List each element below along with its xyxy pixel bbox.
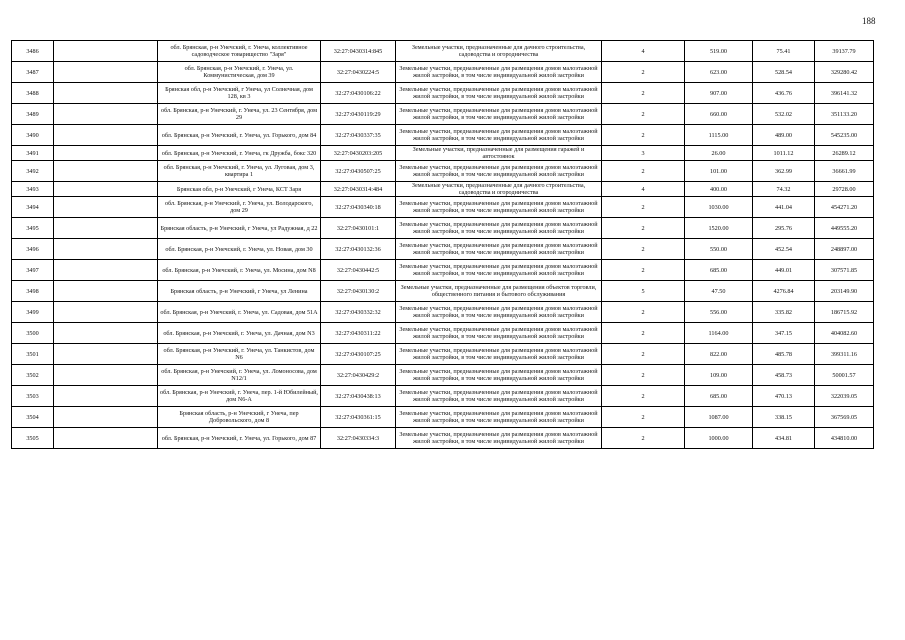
- row-number: 3492: [12, 161, 54, 182]
- row-number: 3496: [12, 239, 54, 260]
- group-cell: 2: [602, 83, 685, 104]
- area-cell: 1520.00: [685, 218, 753, 239]
- land-purpose-cell: Земельные участки, предназначенные для размещения домов малоэтажной жилой застройки, в том числе индивидуальной жилой застройки: [396, 407, 602, 428]
- unit-value-cell: 434.81: [753, 428, 815, 449]
- row-number: 3493: [12, 182, 54, 197]
- address-cell: обл. Брянская, р-н Унечский, г. Унеча, ул. Луговая, дом 3, квартира 1: [158, 161, 321, 182]
- area-cell: 47.50: [685, 281, 753, 302]
- address-cell: обл. Брянская, р-н Унечский, г. Унеча, ул. Горького, дом 84: [158, 125, 321, 146]
- row-number: 3490: [12, 125, 54, 146]
- cadastral-number-cell: 32:27:0430361:15: [321, 407, 396, 428]
- group-cell: 2: [602, 125, 685, 146]
- group-cell: 2: [602, 344, 685, 365]
- area-cell: 519.00: [685, 41, 753, 62]
- area-cell: 685.00: [685, 260, 753, 281]
- land-purpose-cell: Земельные участки, предназначенные для размещения домов малоэтажной жилой застройки, в том числе индивидуальной жилой застройки: [396, 344, 602, 365]
- row-number: 3487: [12, 62, 54, 83]
- land-purpose-cell: Земельные участки, предназначенные для размещения домов малоэтажной жилой застройки, в том числе индивидуальной жилой застройки: [396, 62, 602, 83]
- table-row: [12, 62, 874, 83]
- blank-cell: [54, 407, 158, 428]
- row-number: 3491: [12, 146, 54, 161]
- group-cell: 2: [602, 197, 685, 218]
- cadastral-number-cell: 32:27:0430507:25: [321, 161, 396, 182]
- unit-value-cell: 470.13: [753, 386, 815, 407]
- cadastral-number-cell: 32:27:0430429:2: [321, 365, 396, 386]
- group-cell: 2: [602, 239, 685, 260]
- area-cell: 1164.00: [685, 323, 753, 344]
- cadastral-value-cell: 434810.00: [815, 428, 874, 449]
- cadastral-number-cell: 32:27:0430107:25: [321, 344, 396, 365]
- blank-cell: [54, 146, 158, 161]
- table-row: [12, 407, 874, 428]
- cadastral-value-cell: 36661.99: [815, 161, 874, 182]
- land-purpose-cell: Земельные участки, предназначенные для размещения домов малоэтажной жилой застройки, в том числе индивидуальной жилой застройки: [396, 386, 602, 407]
- table-row: [12, 302, 874, 323]
- unit-value-cell: 485.78: [753, 344, 815, 365]
- cadastral-number-cell: 32:27:0430438:13: [321, 386, 396, 407]
- row-number: 3505: [12, 428, 54, 449]
- address-cell: обл. Брянская, р-н Унечский, г. Унеча, ул. Дачная, дом N3: [158, 323, 321, 344]
- table-row: [12, 197, 874, 218]
- table-row: [12, 125, 874, 146]
- row-number: 3497: [12, 260, 54, 281]
- cadastral-value-cell: 329280.42: [815, 62, 874, 83]
- land-purpose-cell: Земельные участки, предназначенные для размещения домов малоэтажной жилой застройки, в том числе индивидуальной жилой застройки: [396, 104, 602, 125]
- group-cell: 2: [602, 260, 685, 281]
- land-purpose-cell: Земельные участки, предназначенные для размещения домов малоэтажной жилой застройки, в том числе индивидуальной жилой застройки: [396, 428, 602, 449]
- address-cell: обл. Брянская, р-н Унечский, г. Унеча, коллективное садоводческое товарищество "Заря": [158, 41, 321, 62]
- land-purpose-cell: Земельные участки, предназначенные для размещения домов малоэтажной жилой застройки, в том числе индивидуальной жилой застройки: [396, 83, 602, 104]
- land-plot-table: [11, 40, 874, 449]
- cadastral-value-cell: 248897.00: [815, 239, 874, 260]
- table-row: [12, 41, 874, 62]
- address-cell: Брянская обл, р-н Унечский, г Унеча, ул Солнечная, дом 128, кв 3: [158, 83, 321, 104]
- group-cell: 2: [602, 386, 685, 407]
- cadastral-number-cell: 32:27:0430101:1: [321, 218, 396, 239]
- area-cell: 623.00: [685, 62, 753, 83]
- cadastral-value-cell: 399311.16: [815, 344, 874, 365]
- blank-cell: [54, 197, 158, 218]
- cadastral-value-cell: 39137.79: [815, 41, 874, 62]
- area-cell: 907.00: [685, 83, 753, 104]
- table-row: [12, 104, 874, 125]
- unit-value-cell: 436.76: [753, 83, 815, 104]
- area-cell: 556.00: [685, 302, 753, 323]
- table-row: [12, 428, 874, 449]
- cadastral-value-cell: 367569.05: [815, 407, 874, 428]
- blank-cell: [54, 365, 158, 386]
- row-number: 3501: [12, 344, 54, 365]
- land-purpose-cell: Земельные участки, предназначенные для размещения гаражей и автостоянок: [396, 146, 602, 161]
- row-number: 3494: [12, 197, 54, 218]
- cadastral-number-cell: 32:27:0430130:2: [321, 281, 396, 302]
- area-cell: 1000.00: [685, 428, 753, 449]
- area-cell: 822.00: [685, 344, 753, 365]
- table-row: [12, 182, 874, 197]
- blank-cell: [54, 344, 158, 365]
- cadastral-value-cell: 26289.12: [815, 146, 874, 161]
- area-cell: 109.00: [685, 365, 753, 386]
- unit-value-cell: 74.32: [753, 182, 815, 197]
- area-cell: 400.00: [685, 182, 753, 197]
- cadastral-number-cell: 32:27:0430442:5: [321, 260, 396, 281]
- unit-value-cell: 528.54: [753, 62, 815, 83]
- table-row: [12, 161, 874, 182]
- cadastral-value-cell: 186715.92: [815, 302, 874, 323]
- address-cell: Брянская область, р-н Унечский, г Унеча, ул Радужная, д 22: [158, 218, 321, 239]
- table-row: [12, 83, 874, 104]
- group-cell: 2: [602, 323, 685, 344]
- blank-cell: [54, 104, 158, 125]
- blank-cell: [54, 218, 158, 239]
- blank-cell: [54, 83, 158, 104]
- group-cell: 5: [602, 281, 685, 302]
- blank-cell: [54, 281, 158, 302]
- row-number: 3504: [12, 407, 54, 428]
- land-purpose-cell: Земельные участки, предназначенные для дачного строительства, садоводства и огородничества: [396, 41, 602, 62]
- group-cell: 4: [602, 41, 685, 62]
- area-cell: 101.00: [685, 161, 753, 182]
- row-number: 3489: [12, 104, 54, 125]
- area-cell: 1087.00: [685, 407, 753, 428]
- blank-cell: [54, 182, 158, 197]
- blank-cell: [54, 323, 158, 344]
- row-number: 3500: [12, 323, 54, 344]
- unit-value-cell: 347.15: [753, 323, 815, 344]
- row-number: 3498: [12, 281, 54, 302]
- area-cell: 660.00: [685, 104, 753, 125]
- address-cell: обл. Брянская, р-н Унечский, г. Унеча, ул. Мосина, дом N8: [158, 260, 321, 281]
- cadastral-number-cell: 32:27:0430311:22: [321, 323, 396, 344]
- area-cell: 550.00: [685, 239, 753, 260]
- cadastral-number-cell: 32:27:0430337:35: [321, 125, 396, 146]
- land-purpose-cell: Земельные участки, предназначенные для дачного строительства, садоводства и огородничества: [396, 182, 602, 197]
- unit-value-cell: 1011.12: [753, 146, 815, 161]
- address-cell: обл. Брянская, р-н Унечский, г. Унеча, ул. Володарского, дом 29: [158, 197, 321, 218]
- cadastral-number-cell: 32:27:0430132:36: [321, 239, 396, 260]
- group-cell: 2: [602, 62, 685, 83]
- unit-value-cell: 4276.84: [753, 281, 815, 302]
- land-purpose-cell: Земельные участки, предназначенные для размещения домов малоэтажной жилой застройки, в том числе индивидуальной жилой застройки: [396, 125, 602, 146]
- cadastral-value-cell: 454271.20: [815, 197, 874, 218]
- land-purpose-cell: Земельные участки, предназначенные для размещения домов малоэтажной жилой застройки, в том числе индивидуальной жилой застройки: [396, 239, 602, 260]
- cadastral-value-cell: 351133.20: [815, 104, 874, 125]
- cadastral-number-cell: 32:27:0430332:32: [321, 302, 396, 323]
- address-cell: обл. Брянская, р-н Унечский, г. Унеча, ул. Ломоносова, дом N12/1: [158, 365, 321, 386]
- row-number: 3488: [12, 83, 54, 104]
- group-cell: 3: [602, 146, 685, 161]
- table-row: [12, 239, 874, 260]
- group-cell: 4: [602, 182, 685, 197]
- row-number: 3495: [12, 218, 54, 239]
- group-cell: 2: [602, 104, 685, 125]
- unit-value-cell: 362.99: [753, 161, 815, 182]
- cadastral-number-cell: 32:27:0430119:29: [321, 104, 396, 125]
- group-cell: 2: [602, 365, 685, 386]
- unit-value-cell: 452.54: [753, 239, 815, 260]
- land-purpose-cell: Земельные участки, предназначенные для размещения домов малоэтажной жилой застройки, в том числе индивидуальной жилой застройки: [396, 260, 602, 281]
- row-number: 3502: [12, 365, 54, 386]
- cadastral-value-cell: 307571.85: [815, 260, 874, 281]
- table-row: [12, 386, 874, 407]
- table-row: [12, 323, 874, 344]
- cadastral-value-cell: 396141.32: [815, 83, 874, 104]
- unit-value-cell: 75.41: [753, 41, 815, 62]
- address-cell: обл. Брянская, р-н Унечский, г. Унеча, ул. Новая, дом 30: [158, 239, 321, 260]
- table-row: [12, 365, 874, 386]
- unit-value-cell: 441.04: [753, 197, 815, 218]
- area-cell: 26.00: [685, 146, 753, 161]
- address-cell: обл. Брянская, р-н Унечский, г. Унеча, ул. Коммунистическая, дом 39: [158, 62, 321, 83]
- unit-value-cell: 295.76: [753, 218, 815, 239]
- blank-cell: [54, 239, 158, 260]
- blank-cell: [54, 260, 158, 281]
- area-cell: 1115.00: [685, 125, 753, 146]
- cadastral-number-cell: 32:27:0430314:484: [321, 182, 396, 197]
- cadastral-number-cell: 32:27:0430340:18: [321, 197, 396, 218]
- address-cell: обл. Брянская, р-н Унечский, г. Унеча, ул. Горького, дом 87: [158, 428, 321, 449]
- page-number: 188: [862, 16, 876, 26]
- land-purpose-cell: Земельные участки, предназначенные для размещения домов малоэтажной жилой застройки, в том числе индивидуальной жилой застройки: [396, 365, 602, 386]
- group-cell: 2: [602, 218, 685, 239]
- blank-cell: [54, 161, 158, 182]
- land-purpose-cell: Земельные участки, предназначенные для размещения домов малоэтажной жилой застройки, в том числе индивидуальной жилой застройки: [396, 161, 602, 182]
- unit-value-cell: 532.02: [753, 104, 815, 125]
- group-cell: 2: [602, 428, 685, 449]
- unit-value-cell: 489.00: [753, 125, 815, 146]
- land-purpose-cell: Земельные участки, предназначенные для размещения домов малоэтажной жилой застройки, в том числе индивидуальной жилой застройки: [396, 218, 602, 239]
- row-number: 3486: [12, 41, 54, 62]
- address-cell: обл. Брянская, р-н Унечский, г. Унеча, гк Дружба, бокс 320: [158, 146, 321, 161]
- cadastral-value-cell: 50001.57: [815, 365, 874, 386]
- land-purpose-cell: Земельные участки, предназначенные для размещения домов малоэтажной жилой застройки, в том числе индивидуальной жилой застройки: [396, 302, 602, 323]
- cadastral-number-cell: 32:27:0430314:845: [321, 41, 396, 62]
- blank-cell: [54, 428, 158, 449]
- blank-cell: [54, 125, 158, 146]
- table-row: [12, 260, 874, 281]
- cadastral-value-cell: 449555.20: [815, 218, 874, 239]
- unit-value-cell: 449.01: [753, 260, 815, 281]
- cadastral-number-cell: 32:27:0430334:3: [321, 428, 396, 449]
- address-cell: обл. Брянская, р-н Унечский, г. Унеча, ул. Садовая, дом 51А: [158, 302, 321, 323]
- address-cell: Брянская обл, р-н Унечский, г Унеча, КСТ Заря: [158, 182, 321, 197]
- area-cell: 685.00: [685, 386, 753, 407]
- table-row: [12, 344, 874, 365]
- unit-value-cell: 458.73: [753, 365, 815, 386]
- cadastral-value-cell: 29728.00: [815, 182, 874, 197]
- group-cell: 2: [602, 161, 685, 182]
- group-cell: 2: [602, 407, 685, 428]
- blank-cell: [54, 386, 158, 407]
- cadastral-number-cell: 32:27:0430224:5: [321, 62, 396, 83]
- cadastral-value-cell: 545235.00: [815, 125, 874, 146]
- address-cell: обл. Брянская, р-н Унечский, г. Унеча, ул. 23 Сентября, дом 29: [158, 104, 321, 125]
- blank-cell: [54, 62, 158, 83]
- blank-cell: [54, 41, 158, 62]
- land-purpose-cell: Земельные участки, предназначенные для размещения домов малоэтажной жилой застройки, в том числе индивидуальной жилой застройки: [396, 197, 602, 218]
- row-number: 3503: [12, 386, 54, 407]
- table-row: [12, 218, 874, 239]
- cadastral-value-cell: 322039.05: [815, 386, 874, 407]
- group-cell: 2: [602, 302, 685, 323]
- table-row: [12, 281, 874, 302]
- table-row: [12, 146, 874, 161]
- cadastral-number-cell: 32:27:0430203:205: [321, 146, 396, 161]
- address-cell: обл. Брянская, р-н Унечский, г. Унеча, пер. 1-й Юбилейный, дом N6-А: [158, 386, 321, 407]
- address-cell: обл. Брянская, р-н Унечский, г. Унеча, ул. Танкистов, дом N6: [158, 344, 321, 365]
- cadastral-number-cell: 32:27:0430106:22: [321, 83, 396, 104]
- row-number: 3499: [12, 302, 54, 323]
- land-purpose-cell: Земельные участки, предназначенные для размещения объектов торговли, общественного питания и бытового обслуживания: [396, 281, 602, 302]
- cadastral-value-cell: 404082.60: [815, 323, 874, 344]
- area-cell: 1030.00: [685, 197, 753, 218]
- address-cell: Брянская область, р-н Унечский, г Унеча, ул Ленина: [158, 281, 321, 302]
- cadastral-value-cell: 203149.90: [815, 281, 874, 302]
- unit-value-cell: 338.15: [753, 407, 815, 428]
- land-purpose-cell: Земельные участки, предназначенные для размещения домов малоэтажной жилой застройки, в том числе индивидуальной жилой застройки: [396, 323, 602, 344]
- blank-cell: [54, 302, 158, 323]
- unit-value-cell: 335.82: [753, 302, 815, 323]
- address-cell: Брянская область, р-н Унечский, г Унеча, пер Добровольского, дом 8: [158, 407, 321, 428]
